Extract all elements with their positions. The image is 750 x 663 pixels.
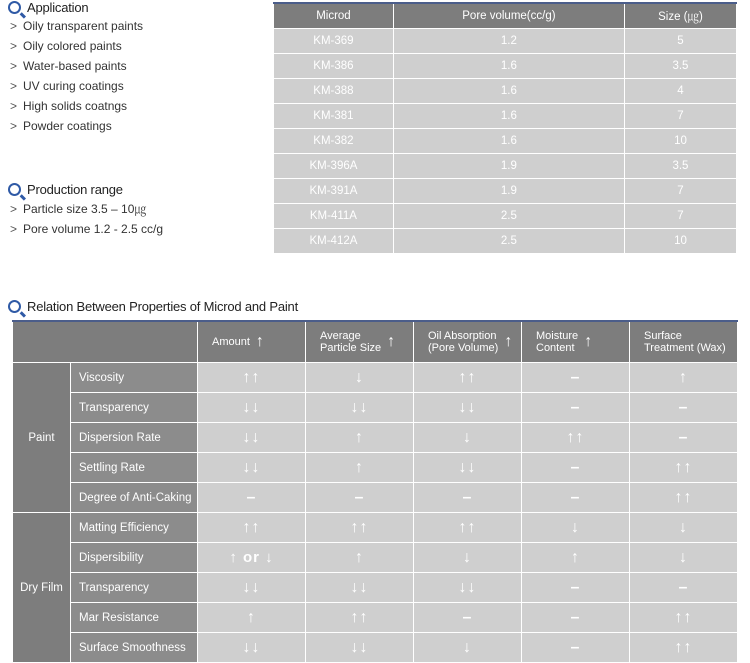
list-item xyxy=(10,56,143,76)
table-row xyxy=(13,603,738,633)
header-content xyxy=(644,330,737,354)
effect-cell: ↓↓ xyxy=(198,393,306,423)
arrow-up-icon: ↑ xyxy=(387,333,396,350)
list-item-text: UV curing coatings xyxy=(23,79,124,93)
effect-cell: ↓ xyxy=(306,363,414,393)
effect-cell: ↓ xyxy=(414,543,522,573)
list-item xyxy=(10,219,163,239)
table-cell: 1.6 xyxy=(393,104,624,129)
effect-cell: ↑↑ xyxy=(630,483,738,513)
effect-cell: ↑↑ xyxy=(630,453,738,483)
effect-cell: ↑↑ xyxy=(414,513,522,543)
table-cell: KM-388 xyxy=(274,79,394,104)
production-heading xyxy=(8,182,163,197)
list-item-text: Powder coatings xyxy=(23,119,112,133)
group-label: Paint xyxy=(13,363,71,513)
list-item xyxy=(10,96,143,116)
effect-cell: ↓↓ xyxy=(306,573,414,603)
relation-table xyxy=(12,320,738,663)
relation-heading xyxy=(8,299,298,314)
effect-cell: ↑↑ xyxy=(198,363,306,393)
header-content xyxy=(212,333,305,350)
list-item-text: Water-based paints xyxy=(23,59,127,73)
effect-cell: – xyxy=(306,483,414,513)
column-header xyxy=(198,321,306,363)
property-label: Mar Resistance xyxy=(71,603,198,633)
table-row xyxy=(274,79,737,104)
column-header xyxy=(414,321,522,363)
header-content xyxy=(428,330,521,354)
effect-cell: ↓↓ xyxy=(198,423,306,453)
table-cell: KM-386 xyxy=(274,54,394,79)
table-cell: 10 xyxy=(624,229,736,254)
table-cell: 1.9 xyxy=(393,154,624,179)
effect-cell: ↓↓ xyxy=(198,633,306,663)
effect-cell: ↓↓ xyxy=(306,633,414,663)
product-table xyxy=(273,2,737,254)
effect-cell: ↑↑ xyxy=(306,513,414,543)
table-cell: 7 xyxy=(624,179,736,204)
application-list xyxy=(10,16,143,136)
table-cell: KM-369 xyxy=(274,29,394,54)
table-row xyxy=(13,363,738,393)
chevron-icon: > xyxy=(10,202,18,216)
table-cell: 2.5 xyxy=(393,229,624,254)
list-item-text: High solids coatngs xyxy=(23,99,128,113)
effect-cell: ↑↑ xyxy=(522,423,630,453)
table-row xyxy=(274,104,737,129)
arrow-up-icon: ↑ xyxy=(255,333,264,350)
effect-cell: ↓ xyxy=(414,633,522,663)
chevron-icon: > xyxy=(10,79,18,93)
effect-cell: – xyxy=(630,423,738,453)
column-header xyxy=(630,321,738,363)
chevron-icon: > xyxy=(10,99,18,113)
table-cell: KM-411A xyxy=(274,204,394,229)
effect-cell: ↑↑ xyxy=(630,603,738,633)
header-content xyxy=(536,330,629,354)
header-content xyxy=(320,330,413,354)
effect-cell: – xyxy=(630,393,738,423)
table-cell: 7 xyxy=(624,104,736,129)
effect-cell: ↓↓ xyxy=(414,573,522,603)
table-row xyxy=(13,543,738,573)
table-cell: 3.5 xyxy=(624,54,736,79)
list-item xyxy=(10,116,143,136)
table-row xyxy=(274,229,737,254)
header-label: Amount xyxy=(212,336,250,348)
table-cell: 1.2 xyxy=(393,29,624,54)
table-row xyxy=(274,129,737,154)
header-label: Surface Treatment (Wax) xyxy=(644,330,726,354)
header-corner xyxy=(13,321,198,363)
property-label: Surface Smoothness xyxy=(71,633,198,663)
group-label: Dry Film xyxy=(13,513,71,663)
effect-cell: ↓↓ xyxy=(306,393,414,423)
effect-cell: – xyxy=(414,603,522,633)
table-cell: KM-412A xyxy=(274,229,394,254)
production-list xyxy=(10,199,163,239)
property-label: Matting Efficiency xyxy=(71,513,198,543)
effect-cell: ↓↓ xyxy=(198,573,306,603)
effect-cell: ↓ xyxy=(414,423,522,453)
list-item-text: Particle size 3.5 – 10㎍ xyxy=(23,202,147,216)
effect-cell: ↑↑ xyxy=(414,363,522,393)
column-header: Microd xyxy=(274,3,394,29)
relation-title: Relation Between Properties of Microd and Paint xyxy=(27,299,298,314)
effect-cell: – xyxy=(198,483,306,513)
table-cell: 3.5 xyxy=(624,154,736,179)
effect-cell: ↓↓ xyxy=(414,453,522,483)
table-cell: 1.9 xyxy=(393,179,624,204)
arrow-up-icon: ↑ xyxy=(504,333,513,350)
table-row xyxy=(13,483,738,513)
effect-cell: ↑ or ↓ xyxy=(198,543,306,573)
relation-table-header xyxy=(13,321,738,363)
list-item-text: Pore volume 1.2 - 2.5 cc/g xyxy=(23,222,164,236)
property-label: Viscosity xyxy=(71,363,198,393)
column-header xyxy=(306,321,414,363)
table-row xyxy=(274,179,737,204)
effect-cell: ↑ xyxy=(630,363,738,393)
table-cell: 10 xyxy=(624,129,736,154)
arrow-up-icon: ↑ xyxy=(584,333,593,350)
list-item xyxy=(10,76,143,96)
effect-cell: – xyxy=(522,603,630,633)
table-cell: 7 xyxy=(624,204,736,229)
magnifier-icon xyxy=(8,183,21,196)
table-cell: 2.5 xyxy=(393,204,624,229)
effect-cell: – xyxy=(522,363,630,393)
effect-cell: – xyxy=(522,633,630,663)
property-label: Dispersibility xyxy=(71,543,198,573)
table-cell: KM-381 xyxy=(274,104,394,129)
table-row xyxy=(274,204,737,229)
table-cell: 1.6 xyxy=(393,79,624,104)
magnifier-icon xyxy=(8,300,21,313)
table-row xyxy=(13,393,738,423)
table-row xyxy=(13,513,738,543)
table-row xyxy=(13,423,738,453)
table-row xyxy=(13,453,738,483)
table-row xyxy=(274,54,737,79)
list-item xyxy=(10,199,163,219)
property-label: Transparency xyxy=(71,573,198,603)
effect-cell: ↓ xyxy=(522,513,630,543)
effect-cell: ↑ xyxy=(198,603,306,633)
chevron-icon: > xyxy=(10,19,18,33)
property-label: Degree of Anti-Caking xyxy=(71,483,198,513)
table-row xyxy=(274,154,737,179)
product-table-header xyxy=(274,3,737,29)
application-heading xyxy=(8,0,143,15)
table-cell: KM-391A xyxy=(274,179,394,204)
effect-cell: – xyxy=(630,573,738,603)
effect-cell: – xyxy=(522,393,630,423)
table-cell: 4 xyxy=(624,79,736,104)
effect-cell: ↓↓ xyxy=(198,453,306,483)
chevron-icon: > xyxy=(10,39,18,53)
effect-cell: – xyxy=(522,483,630,513)
header-label: Oil Absorption (Pore Volume) xyxy=(428,330,499,354)
header-label: Average Particle Size xyxy=(320,330,382,354)
property-label: Settling Rate xyxy=(71,453,198,483)
property-label: Transparency xyxy=(71,393,198,423)
chevron-icon: > xyxy=(10,59,18,73)
table-cell: KM-396A xyxy=(274,154,394,179)
table-row xyxy=(274,29,737,54)
list-item xyxy=(10,36,143,56)
effect-cell: – xyxy=(522,453,630,483)
list-item-text: Oily transparent paints xyxy=(23,19,144,33)
table-cell: 1.6 xyxy=(393,129,624,154)
effect-cell: ↓↓ xyxy=(414,393,522,423)
table-cell: 1.6 xyxy=(393,54,624,79)
list-item-text: Oily colored paints xyxy=(23,39,122,53)
table-cell: KM-382 xyxy=(274,129,394,154)
list-item xyxy=(10,16,143,36)
effect-cell: ↑ xyxy=(522,543,630,573)
chevron-icon: > xyxy=(10,222,18,236)
table-row xyxy=(13,573,738,603)
header-label: Moisture Content xyxy=(536,330,579,354)
effect-cell: ↑ xyxy=(306,453,414,483)
table-cell: 5 xyxy=(624,29,736,54)
effect-cell: ↓ xyxy=(630,513,738,543)
effect-cell: ↑ xyxy=(306,543,414,573)
effect-cell: ↑↑ xyxy=(198,513,306,543)
table-row xyxy=(13,633,738,663)
effect-cell: ↑ xyxy=(306,423,414,453)
property-label: Dispersion Rate xyxy=(71,423,198,453)
effect-cell: – xyxy=(414,483,522,513)
chevron-icon: > xyxy=(10,119,18,133)
effect-cell: – xyxy=(522,573,630,603)
column-header: Pore volume(cc/g) xyxy=(393,3,624,29)
column-header: Size (㎍) xyxy=(624,3,736,29)
magnifier-icon xyxy=(8,1,21,14)
application-title: Application xyxy=(27,0,89,15)
effect-cell: ↑↑ xyxy=(306,603,414,633)
column-header xyxy=(522,321,630,363)
effect-cell: ↓ xyxy=(630,543,738,573)
effect-cell: ↑↑ xyxy=(630,633,738,663)
production-title: Production range xyxy=(27,182,123,197)
